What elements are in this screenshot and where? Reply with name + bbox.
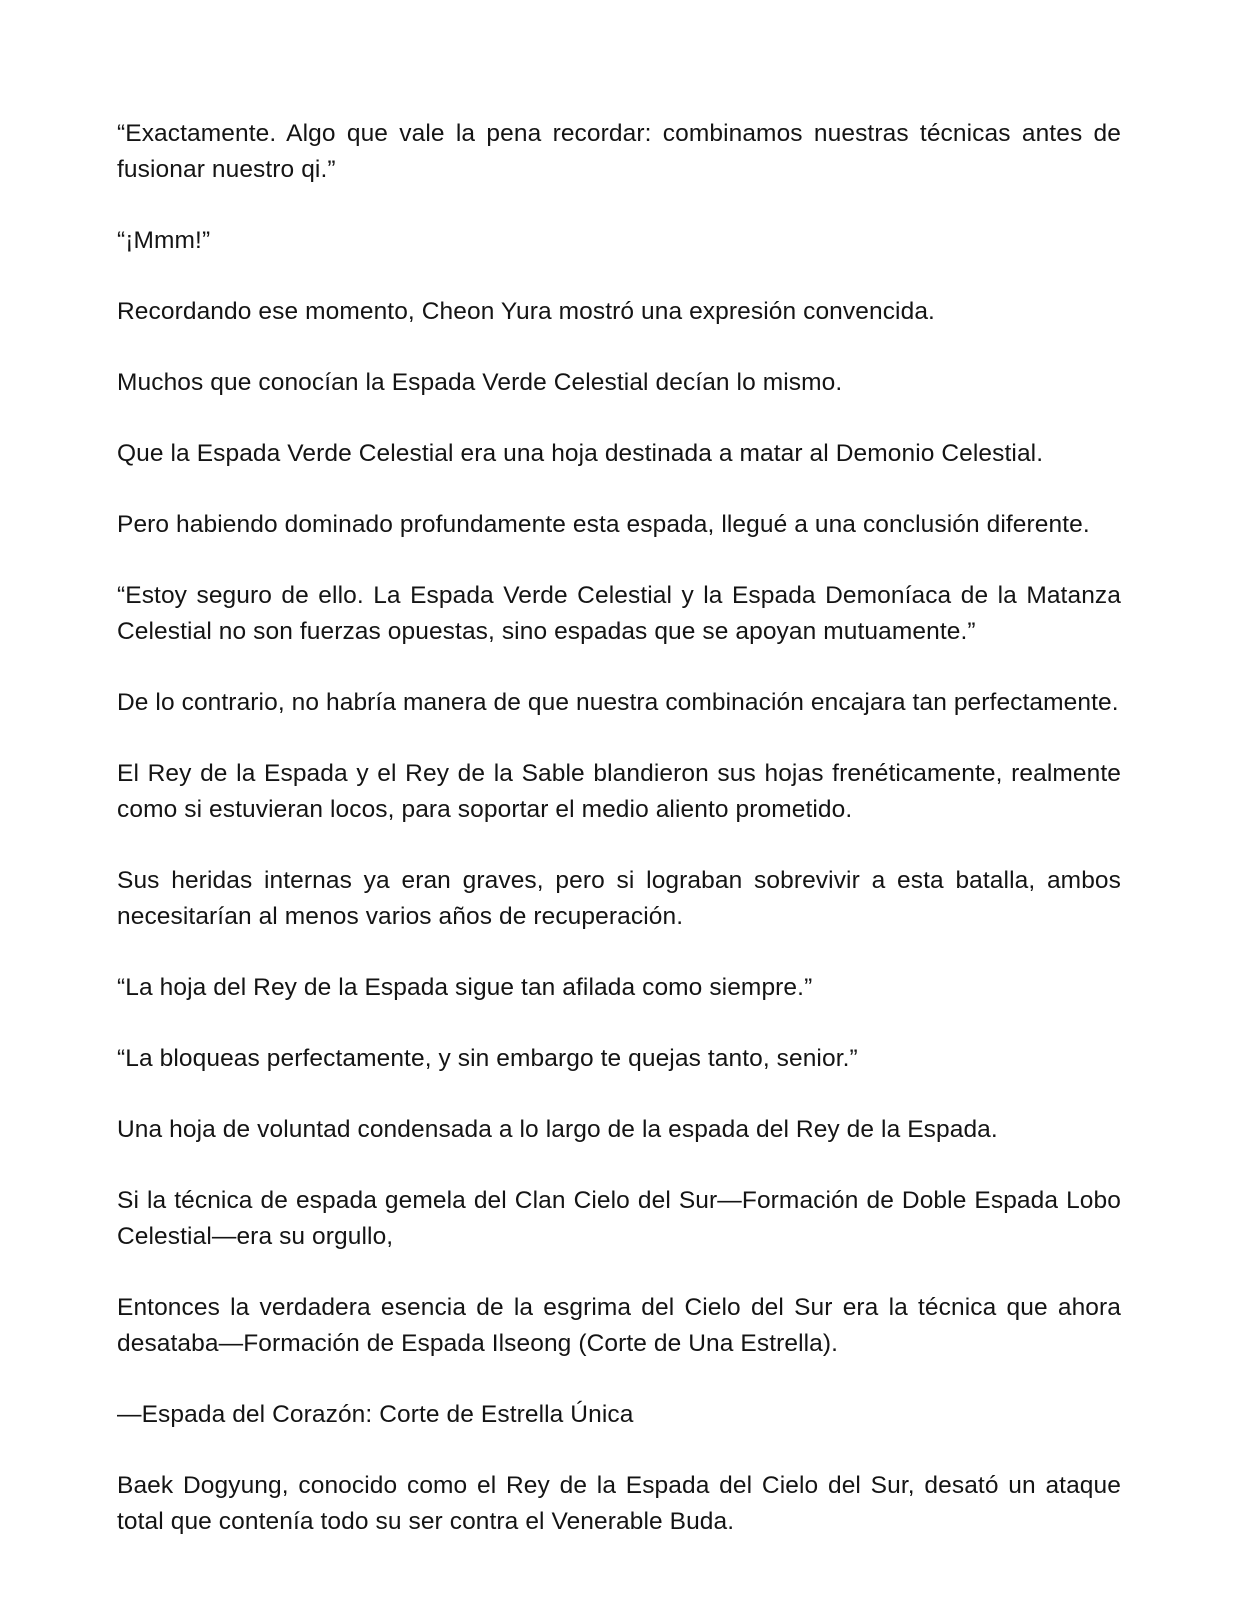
paragraph: Pero habiendo dominado profundamente esta espada, llegué a una conclusión diferente. bbox=[117, 511, 1090, 538]
paragraph: Una hoja de voluntad condensada a lo largo de la espada del Rey de la Espada. bbox=[117, 1116, 998, 1143]
paragraph: Baek Dogyung, conocido como el Rey de la Espada del Cielo del Sur, desató un ataque total que contenía todo su ser contra el Venerable Buda. bbox=[117, 1472, 1121, 1535]
paragraph: “La bloqueas perfectamente, y sin embargo te quejas tanto, senior.” bbox=[117, 1045, 858, 1072]
paragraph: Que la Espada Verde Celestial era una hoja destinada a matar al Demonio Celestial. bbox=[117, 440, 1044, 467]
paragraph: “Exactamente. Algo que vale la pena recordar: combinamos nuestras técnicas antes de fusionar nuestro qi.” bbox=[117, 120, 1121, 183]
paragraph: De lo contrario, no habría manera de que nuestra combinación encajara tan perfectamente. bbox=[117, 689, 1119, 716]
paragraph: “¡Mmm!” bbox=[117, 227, 211, 254]
paragraph: Muchos que conocían la Espada Verde Celestial decían lo mismo. bbox=[117, 369, 843, 396]
document-body bbox=[117, 116, 1121, 1575]
paragraph: Entonces la verdadera esencia de la esgrima del Cielo del Sur era la técnica que ahora desataba—Formación de Espada Ilseong (Corte de Una Estrella). bbox=[117, 1294, 1121, 1357]
paragraph: Recordando ese momento, Cheon Yura mostró una expresión convencida. bbox=[117, 298, 935, 325]
paragraph: Sus heridas internas ya eran graves, pero si lograban sobrevivir a esta batalla, ambos necesitarían al menos varios años de recuperación. bbox=[117, 867, 1121, 930]
paragraph: “La hoja del Rey de la Espada sigue tan afilada como siempre.” bbox=[117, 974, 813, 1001]
paragraph: “Estoy seguro de ello. La Espada Verde Celestial y la Espada Demoníaca de la Matanza Celestial no son fuerzas opuestas, sino espadas que se apoyan mutuamente.” bbox=[117, 582, 1121, 645]
paragraph: Si la técnica de espada gemela del Clan Cielo del Sur—Formación de Doble Espada Lobo Celestial—era su orgullo, bbox=[117, 1187, 1121, 1250]
paragraph: El Rey de la Espada y el Rey de la Sable blandieron sus hojas frenéticamente, realmente como si estuvieran locos, para soportar el medio aliento prometido. bbox=[117, 760, 1121, 823]
paragraph: —Espada del Corazón: Corte de Estrella Única bbox=[117, 1401, 634, 1428]
